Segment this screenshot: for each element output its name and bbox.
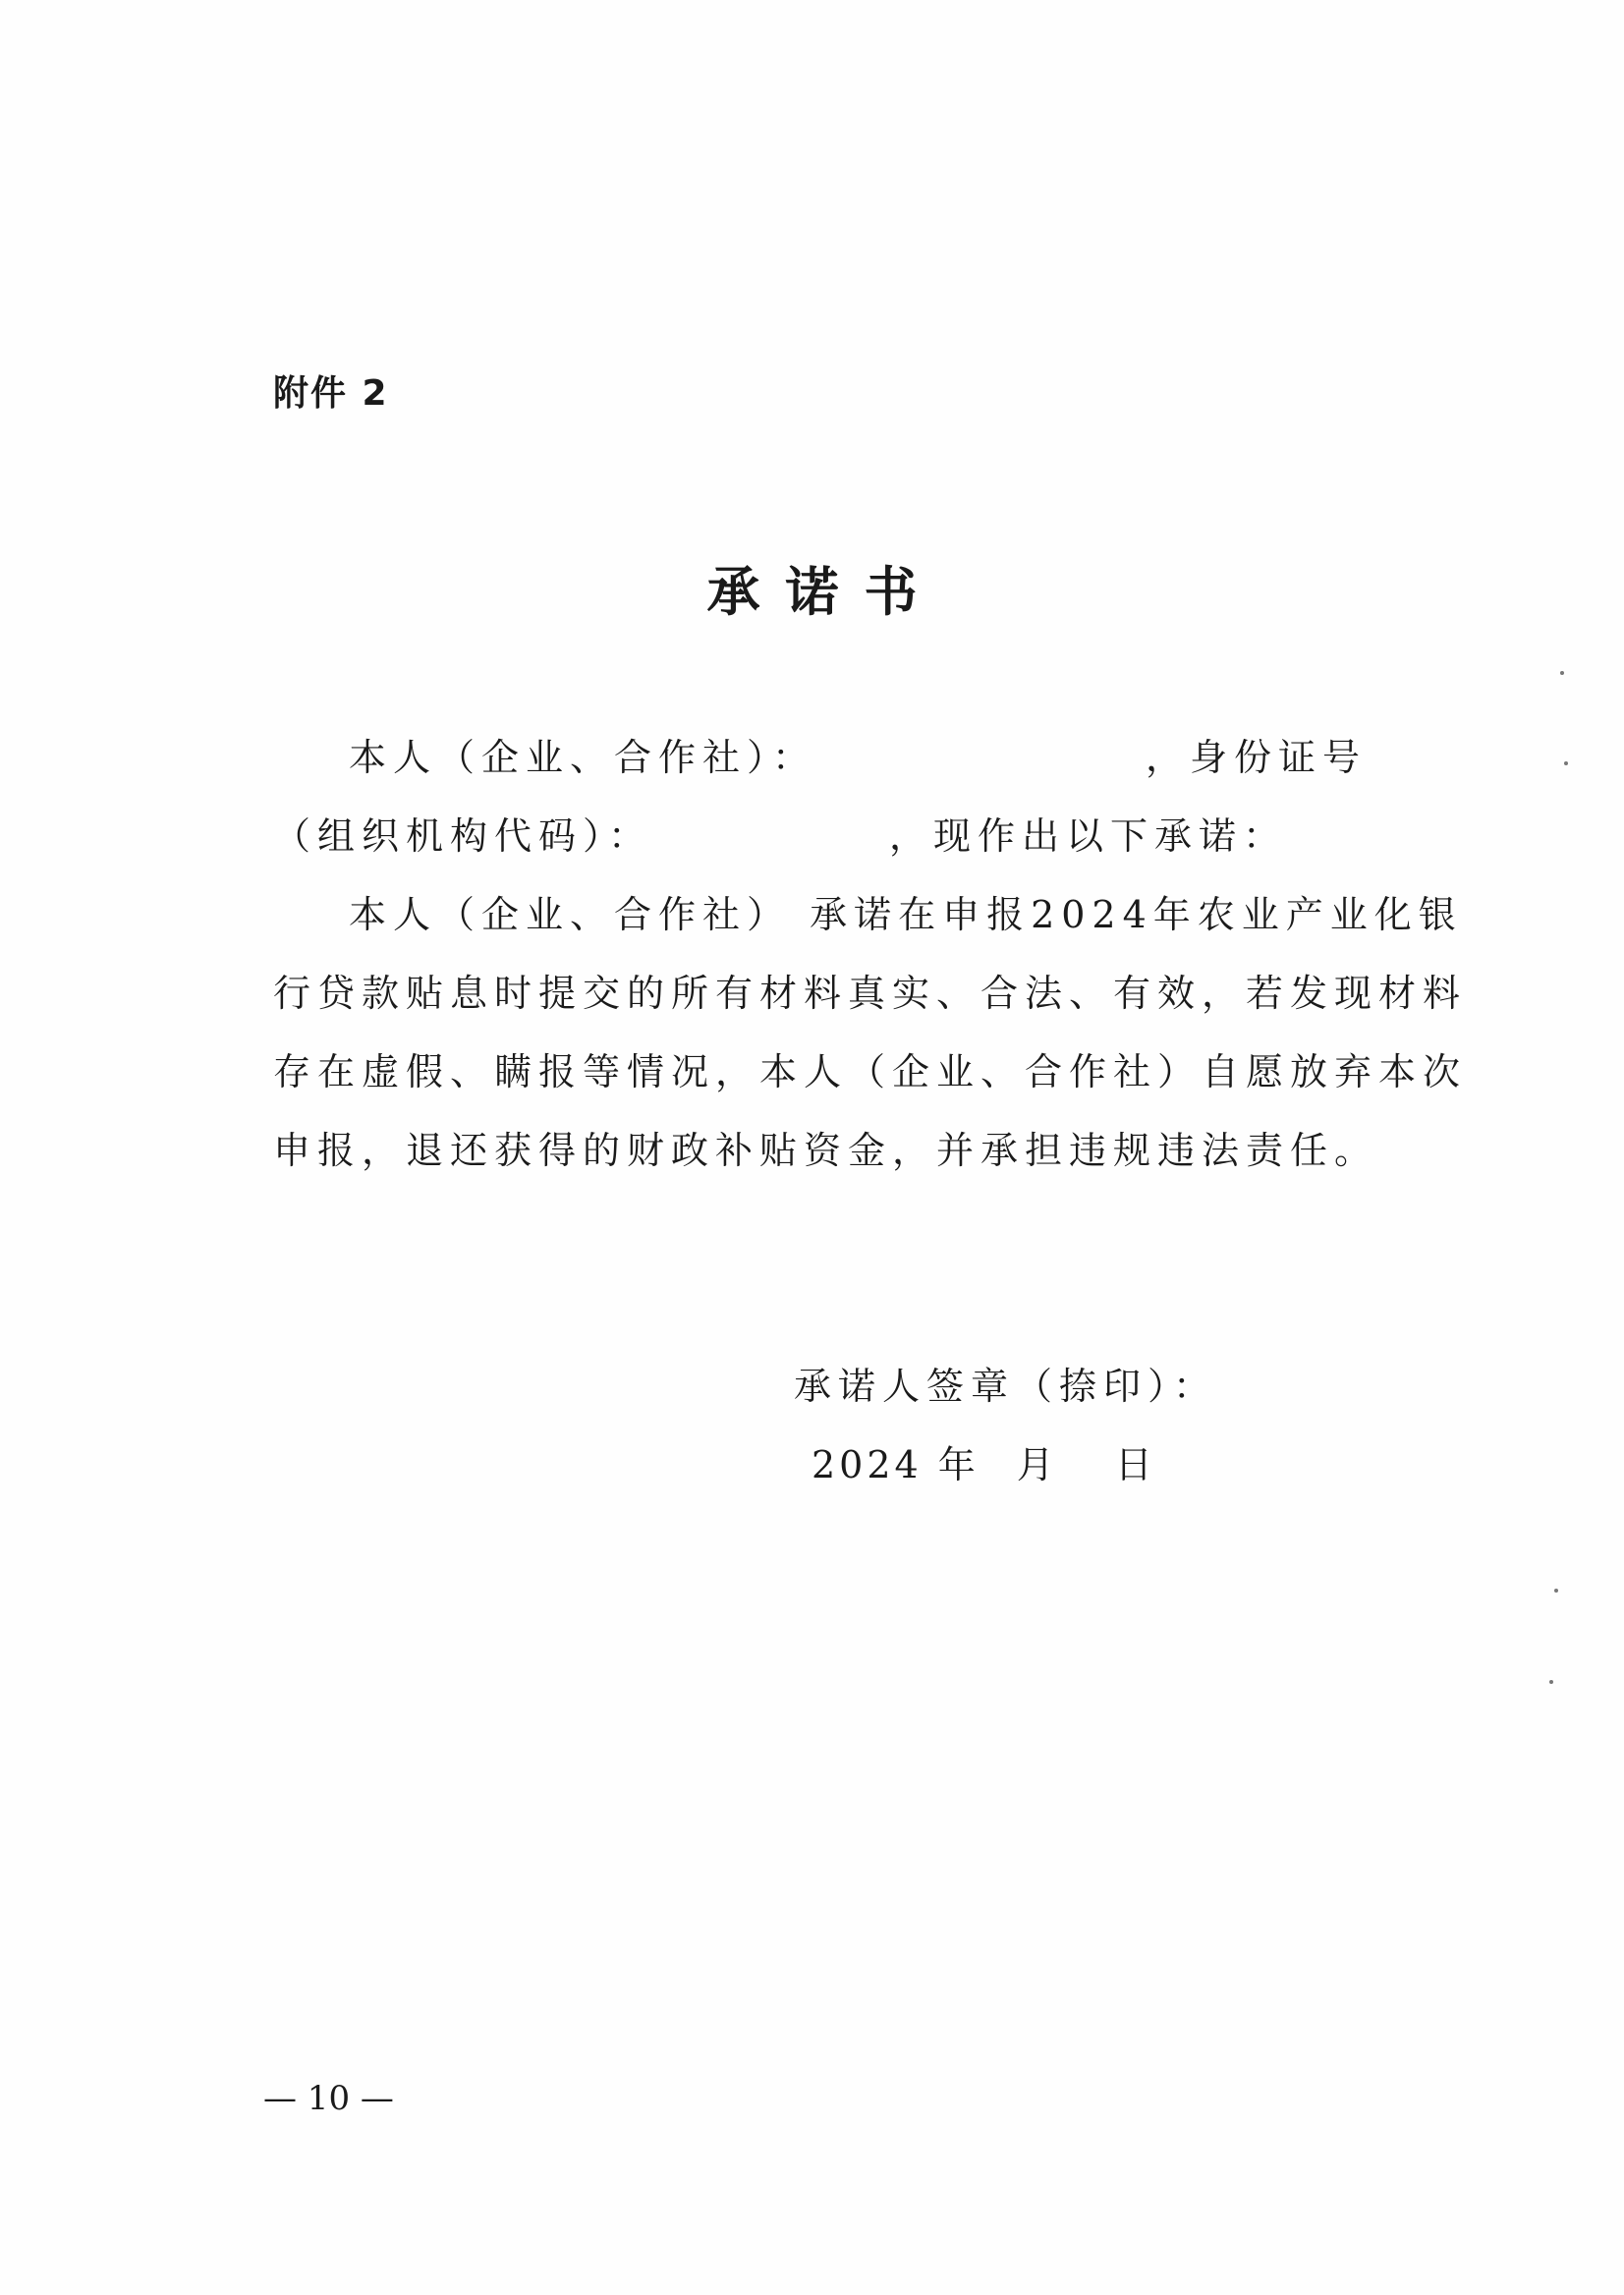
date-day: 日 (1114, 1443, 1156, 1486)
scan-speck (1554, 1589, 1558, 1593)
pledge-text-line: 行贷款贴息时提交的所有材料真实、合法、有效，若发现材料 (273, 972, 1468, 1015)
date-month: 月 (1016, 1443, 1058, 1486)
signature-date (812, 1434, 1156, 1488)
attachment-label: 附件 2 (273, 373, 389, 414)
pledge-intro: ，现作出以下承诺： (889, 814, 1288, 858)
pledge-text-line: 存在虚假、瞒报等情况，本人（企业、合作社）自愿放弃本次 (273, 1050, 1468, 1093)
scan-speck (1549, 1680, 1553, 1684)
document-title: 承诺书 (706, 560, 943, 623)
signature-label: 承诺人签章（捺印）： (794, 1365, 1218, 1408)
pledge-text-line: 本人（企业、合作社） 承诺在申报2024年农业产业化银 (349, 893, 1463, 936)
page-number: — 10 — (263, 2079, 394, 2118)
pledger-name-label: 本人（企业、合作社）： (349, 736, 817, 779)
pledge-text-line: 申报，退还获得的财政补贴资金，并承担违规违法责任。 (273, 1129, 1379, 1172)
date-year: 2024 年 (812, 1443, 980, 1486)
org-code-label: （组织机构代码）： (273, 814, 653, 858)
scan-speck (1560, 671, 1564, 675)
scan-speck (1564, 761, 1568, 765)
id-number-label: ，身份证号 (1146, 736, 1368, 779)
